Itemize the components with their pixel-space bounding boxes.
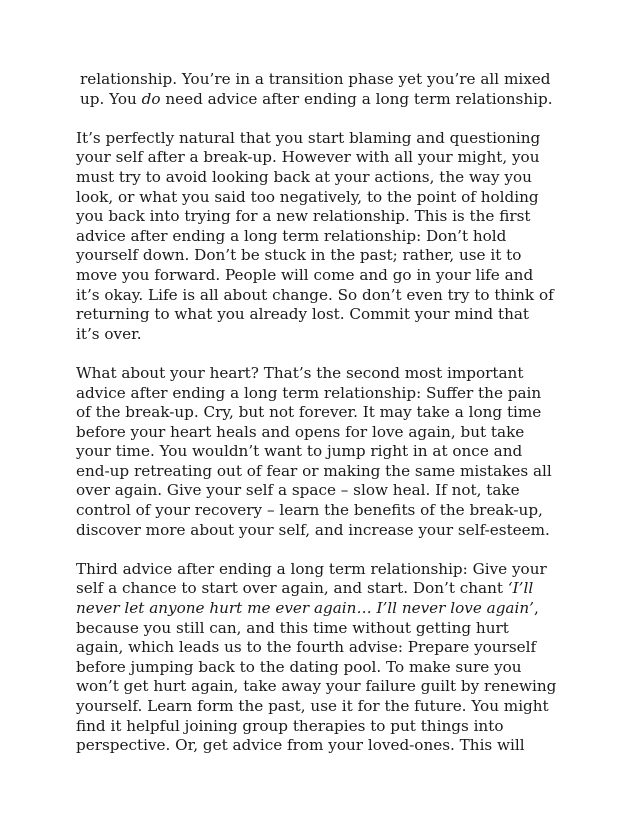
text-run: discover more about your self, and increase your self-esteem. [76,520,550,539]
text-run: move you forward. People will come and go in your life and [76,265,534,284]
text-line [76,521,596,541]
text-run: again, which leads us to the fourth advise: Prepare yourself [76,638,537,657]
text-line [76,717,596,737]
text-line [76,736,596,756]
text-line [76,286,596,306]
text-line [76,442,596,462]
text-run: over again. Give your self a space – slow heal. If not, take [76,481,520,500]
text-run: relationship. You’re in a transition phase yet you’re all mixed [80,70,551,88]
text-run: of the break-up. Cry, but not forever. It may take a long time [76,403,542,422]
text-run: up. You [80,89,142,108]
text-run: It’s perfectly natural that you start blaming and questioning [76,128,541,147]
text-run: your time. You wouldn’t want to jump right in at once and [76,442,523,461]
text-line [76,560,596,580]
text-line [76,364,596,384]
text-run: won’t get hurt again, take away your failure guilt by renewing [76,677,557,696]
text-line [76,90,596,110]
text-run: advice after ending a long term relationship: Suffer the pain [76,383,542,402]
text-run: it’s okay. Life is all about change. So don’t even try to think of [76,285,554,304]
text-run: Third advice after ending a long term relationship: Give your [76,559,547,578]
text-run: What about your heart? That’s the second most important [76,363,524,382]
text-line [76,481,596,501]
text-run: must try to avoid looking back at your actions, the way you [76,167,532,186]
text-run: before your heart heals and opens for love again, but take [76,422,525,441]
text-line [76,403,596,423]
text-line [76,70,596,90]
text-run: need advice after ending a long term relationship. [160,89,553,108]
text-line [76,266,596,286]
text-line [76,462,596,482]
paragraph-1 [76,70,596,109]
text-line [76,501,596,521]
text-run: control of your recovery – learn the benefits of the break-up, [76,501,543,520]
text-line [76,579,596,599]
italic-text-run: ‘I’ll [507,579,534,598]
text-run: your self after a break-up. However with all your might, you [76,148,540,167]
text-line [76,305,596,325]
text-run: end-up retreating out of fear or making the same mistakes all [76,461,552,480]
text-line [76,697,596,717]
text-line [76,207,596,227]
text-run: , [533,599,539,618]
text-run: self a chance to start over again, and start. Don’t chant [76,579,508,598]
text-line [76,423,596,443]
paragraph-2 [76,129,596,345]
text-run: advice after ending a long term relationship: Don’t hold [76,226,507,245]
text-line [76,638,596,658]
paragraph-4 [76,560,596,756]
text-line [76,188,596,208]
text-line [76,677,596,697]
document-page [76,70,596,775]
text-line [76,148,596,168]
text-run: yourself down. Don’t be stuck in the past; rather, use it to [76,246,522,265]
text-line [76,599,596,619]
text-run: find it helpful joining group therapies to put things into [76,716,504,735]
text-line [76,168,596,188]
text-run: you back into trying for a new relationship. This is the first [76,207,531,226]
italic-text-run: never let anyone hurt me ever again… I’ll never love again’ [76,599,534,618]
document-body [76,70,596,756]
text-line [76,384,596,404]
italic-text-run: do [141,89,161,108]
text-line [76,246,596,266]
text-run: before jumping back to the dating pool. To make sure you [76,657,522,676]
text-run: returning to what you already lost. Commit your mind that [76,305,530,324]
text-line [76,227,596,247]
text-line [76,658,596,678]
text-run: look, or what you said too negatively, to the point of holding [76,187,539,206]
text-line [76,325,596,345]
text-line [76,619,596,639]
text-run: perspective. Or, get advice from your loved-ones. This will [76,736,525,755]
paragraph-3 [76,364,596,540]
text-run: it’s over. [76,324,142,343]
text-run: because you still can, and this time without getting hurt [76,618,509,637]
text-line [76,129,596,149]
text-run: yourself. Learn form the past, use it for the future. You might [76,697,549,715]
